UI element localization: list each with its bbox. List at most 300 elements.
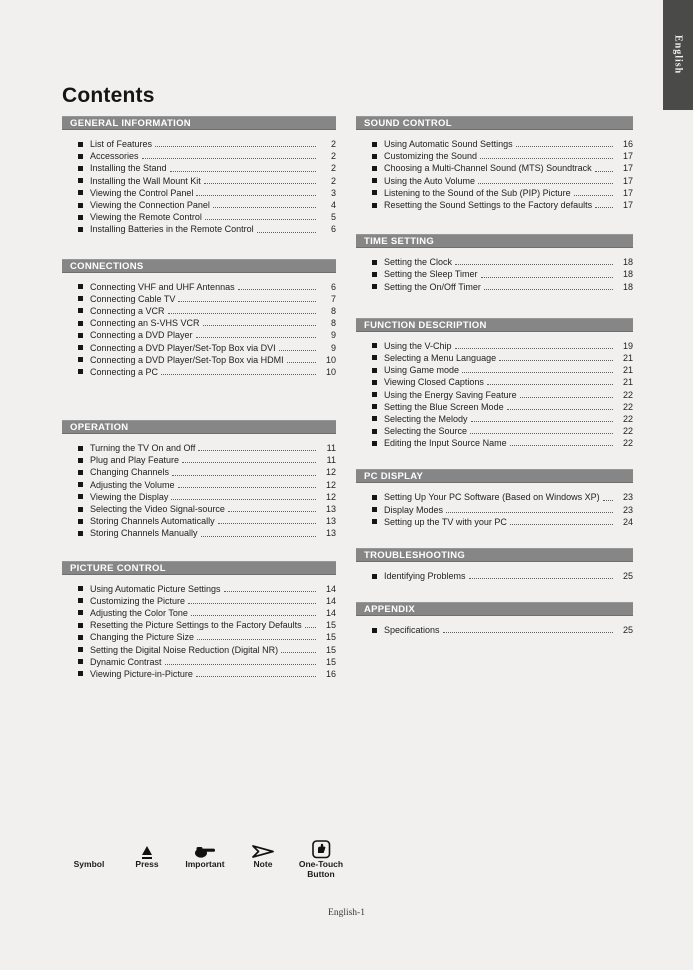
toc-item-label: Viewing Picture-in-Picture — [90, 668, 193, 679]
toc-item-label: Customizing the Picture — [90, 595, 186, 606]
toc-item-label: Resetting the Sound Settings to the Factory defaults — [384, 200, 593, 211]
legend-item-note — [234, 838, 292, 879]
toc-item — [62, 466, 336, 478]
square-bullet-icon — [372, 495, 377, 500]
dot-leader — [188, 603, 316, 604]
dot-leader — [520, 397, 613, 398]
page-footer: English-1 — [328, 908, 365, 918]
toc-item-page: 6 — [330, 224, 336, 235]
legend-note-label: Note — [253, 859, 273, 869]
section-troubleshooting — [356, 548, 633, 582]
square-bullet-icon — [78, 308, 83, 313]
toc-item-page: 13 — [325, 516, 336, 527]
toc-item-page: 14 — [325, 595, 336, 606]
toc-item-page: 4 — [330, 200, 336, 211]
toc-item-page: 25 — [622, 625, 633, 636]
square-bullet-icon — [372, 343, 377, 348]
toc-list — [62, 583, 336, 681]
toc-item-page: 11 — [326, 443, 336, 454]
toc-item-label: Setting Up Your PC Software (Based on Windows XP) — [384, 492, 600, 503]
toc-item — [62, 211, 336, 223]
toc-item — [356, 413, 633, 425]
toc-item-label: Connecting VHF and UHF Antennas — [90, 281, 235, 292]
toc-item-label: Selecting the Source — [384, 426, 468, 437]
toc-item-page: 13 — [325, 528, 336, 539]
dot-leader — [203, 325, 316, 326]
section-header-bar: PICTURE CONTROL — [62, 561, 336, 575]
toc-item-page: 14 — [325, 583, 336, 594]
toc-item-page: 9 — [330, 330, 336, 341]
toc-item — [62, 595, 336, 607]
dot-leader — [168, 313, 316, 314]
toc-item-label: Selecting a Menu Language — [384, 352, 497, 363]
toc-item-page: 22 — [622, 438, 633, 449]
dot-leader — [191, 615, 316, 616]
square-bullet-icon — [78, 671, 83, 676]
square-bullet-icon — [372, 142, 377, 147]
square-bullet-icon — [78, 369, 83, 374]
dot-leader — [196, 676, 316, 677]
toc-item-label: Setting the On/Off Timer — [384, 281, 481, 292]
toc-item-label: Connecting a PC — [90, 366, 159, 377]
dot-leader — [218, 523, 316, 524]
toc-item-label: Display Modes — [384, 504, 444, 515]
square-bullet-icon — [372, 441, 377, 446]
square-bullet-icon — [78, 507, 83, 512]
toc-item — [62, 503, 336, 515]
square-bullet-icon — [372, 203, 377, 208]
toc-item-page: 21 — [622, 352, 633, 363]
legend-important-label: Important — [185, 859, 225, 869]
legend-symbol-label: Symbol — [73, 859, 105, 869]
toc-item-label: Resetting the Picture Settings to the Factory Defaults — [90, 620, 302, 631]
section-header-bar: TROUBLESHOOTING — [356, 548, 633, 562]
toc-item-label: Setting the Clock — [384, 257, 453, 268]
dot-leader — [238, 289, 316, 290]
toc-item — [62, 305, 336, 317]
toc-item-page: 15 — [325, 644, 336, 655]
toc-item-label: Using the Energy Saving Feature — [384, 389, 517, 400]
one-touch-button-icon — [312, 838, 331, 859]
toc-item-label: Changing Channels — [90, 467, 170, 478]
dot-leader — [455, 264, 613, 265]
dot-leader — [224, 591, 316, 592]
toc-item — [62, 631, 336, 643]
toc-item — [356, 437, 633, 449]
toc-item — [356, 504, 633, 516]
toc-item-page: 17 — [622, 151, 633, 162]
toc-item-page: 15 — [325, 656, 336, 667]
toc-item-page: 12 — [325, 467, 336, 478]
toc-item-page: 11 — [326, 455, 336, 466]
toc-item-page: 16 — [325, 668, 336, 679]
dot-leader — [196, 195, 316, 196]
toc-item-label: Plug and Play Feature — [90, 455, 180, 466]
toc-item-label: Using the Auto Volume — [384, 175, 476, 186]
toc-item-page: 7 — [330, 293, 336, 304]
toc-list — [356, 340, 633, 450]
toc-item — [356, 352, 633, 364]
dot-leader — [603, 500, 613, 501]
press-icon — [142, 838, 152, 859]
dot-leader — [281, 652, 316, 653]
dot-leader — [205, 219, 316, 220]
square-bullet-icon — [372, 260, 377, 265]
toc-item-label: Accessories — [90, 151, 139, 162]
toc-item — [62, 366, 336, 378]
dot-leader — [228, 511, 316, 512]
toc-item-label: Setting the Digital Noise Reduction (Digital NR) — [90, 644, 279, 655]
toc-item — [62, 175, 336, 187]
dot-leader — [480, 158, 613, 159]
section-header-bar: PC DISPLAY — [356, 469, 633, 483]
square-bullet-icon — [372, 507, 377, 512]
square-bullet-icon — [78, 154, 83, 159]
toc-list — [356, 491, 633, 528]
toc-item-label: Viewing the Control Panel — [90, 187, 194, 198]
section-time-setting — [356, 234, 633, 293]
square-bullet-icon — [372, 380, 377, 385]
toc-item — [62, 293, 336, 305]
language-tab — [663, 0, 693, 110]
toc-item — [62, 454, 336, 466]
legend-symbol — [60, 838, 118, 879]
toc-item-page: 22 — [622, 401, 633, 412]
toc-item-label: List of Features — [90, 139, 153, 150]
toc-item — [62, 187, 336, 199]
toc-item-page: 10 — [325, 366, 336, 377]
square-bullet-icon — [78, 446, 83, 451]
square-bullet-icon — [372, 404, 377, 409]
toc-item-page: 21 — [622, 365, 633, 376]
dot-leader — [196, 337, 316, 338]
toc-item-page: 23 — [622, 504, 633, 515]
column-gap — [336, 116, 356, 680]
toc-item-page: 15 — [325, 620, 336, 631]
toc-item-page: 25 — [622, 571, 633, 582]
toc-item-page: 17 — [622, 200, 633, 211]
toc-item-label: Connecting an S-VHS VCR — [90, 318, 200, 329]
page-title: Contents — [62, 84, 155, 107]
dot-leader — [142, 158, 316, 159]
dot-leader — [455, 348, 613, 349]
toc-item-label: Installing the Wall Mount Kit — [90, 175, 201, 186]
section-picture-control — [62, 561, 336, 681]
dot-leader — [279, 350, 316, 351]
toc-item-page: 21 — [622, 377, 633, 388]
toc-item-page: 15 — [325, 632, 336, 643]
toc-item — [356, 425, 633, 437]
toc-item-page: 8 — [330, 305, 336, 316]
square-bullet-icon — [78, 623, 83, 628]
toc-item-label: Using the V-Chip — [384, 340, 452, 351]
dot-leader — [469, 578, 613, 579]
dot-leader — [595, 207, 613, 208]
toc-item — [62, 341, 336, 353]
toc-item — [356, 340, 633, 352]
toc-item — [62, 223, 336, 235]
square-bullet-icon — [78, 482, 83, 487]
dot-leader — [201, 536, 316, 537]
toc-item-label: Selecting the Melody — [384, 413, 468, 424]
dot-leader — [462, 372, 613, 373]
square-bullet-icon — [78, 470, 83, 475]
square-bullet-icon — [372, 392, 377, 397]
symbol-legend — [60, 838, 350, 879]
toc-item-label: Viewing the Display — [90, 491, 169, 502]
dot-leader — [178, 301, 316, 302]
toc-item — [62, 607, 336, 619]
toc-item-label: Specifications — [384, 625, 440, 636]
toc-columns — [62, 116, 633, 680]
toc-item — [62, 281, 336, 293]
toc-item — [356, 256, 633, 268]
section-header-bar: SOUND CONTROL — [356, 116, 633, 130]
toc-item-page: 13 — [325, 504, 336, 515]
dot-leader — [481, 277, 613, 278]
toc-item-page: 8 — [330, 318, 336, 329]
toc-item-page: 23 — [622, 492, 633, 503]
toc-item-page: 2 — [330, 163, 336, 174]
toc-item-page: 14 — [325, 607, 336, 618]
toc-item-label: Installing the Stand — [90, 163, 167, 174]
toc-item — [356, 138, 633, 150]
dot-leader — [478, 183, 613, 184]
section-function-description — [356, 318, 633, 450]
dot-leader — [155, 146, 316, 147]
toc-column-right — [356, 116, 633, 680]
toc-item-label: Storing Channels Manually — [90, 528, 198, 539]
square-bullet-icon — [78, 227, 83, 232]
square-bullet-icon — [78, 178, 83, 183]
legend-one-touch-label: One-Touch Button — [298, 859, 344, 879]
toc-item — [62, 354, 336, 366]
dot-leader — [178, 487, 316, 488]
toc-item-label: Adjusting the Volume — [90, 479, 175, 490]
square-bullet-icon — [78, 284, 83, 289]
dot-leader — [510, 445, 613, 446]
toc-item-label: Using Automatic Picture Settings — [90, 583, 221, 594]
square-bullet-icon — [372, 166, 377, 171]
dot-leader — [516, 146, 613, 147]
toc-list — [356, 624, 633, 636]
toc-item-page: 12 — [325, 479, 336, 490]
legend-item-important — [176, 838, 234, 879]
square-bullet-icon — [78, 458, 83, 463]
toc-item-label: Selecting the Video Signal-source — [90, 504, 225, 515]
section-operation — [62, 420, 336, 540]
toc-item-page: 3 — [330, 187, 336, 198]
section-appendix — [356, 602, 633, 636]
toc-item — [356, 175, 633, 187]
toc-item-label: Connecting a DVD Player/Set-Top Box via HDMI — [90, 354, 284, 365]
square-bullet-icon — [372, 574, 377, 579]
toc-item-page: 6 — [330, 281, 336, 292]
toc-item — [62, 138, 336, 150]
toc-item-label: Using Automatic Sound Settings — [384, 139, 513, 150]
toc-list — [62, 281, 336, 379]
toc-item — [62, 150, 336, 162]
toc-item-page: 17 — [622, 187, 633, 198]
toc-item — [356, 268, 633, 280]
toc-item-label: Using Game mode — [384, 365, 460, 376]
toc-item-label: Customizing the Sound — [384, 151, 478, 162]
dot-leader — [287, 362, 316, 363]
square-bullet-icon — [78, 333, 83, 338]
square-bullet-icon — [78, 531, 83, 536]
toc-item — [356, 491, 633, 503]
toc-item-label: Setting the Sleep Timer — [384, 269, 478, 280]
toc-item-page: 10 — [325, 354, 336, 365]
dot-leader — [595, 171, 613, 172]
section-general-information — [62, 116, 336, 236]
toc-item — [356, 364, 633, 376]
language-tab-label: English — [672, 35, 684, 75]
toc-item — [62, 583, 336, 595]
toc-item — [62, 162, 336, 174]
square-bullet-icon — [78, 215, 83, 220]
toc-item — [62, 317, 336, 329]
toc-item — [62, 515, 336, 527]
dot-leader — [165, 664, 316, 665]
toc-item-page: 24 — [622, 516, 633, 527]
toc-item — [356, 570, 633, 582]
dot-leader — [507, 409, 613, 410]
section-header-bar: GENERAL INFORMATION — [62, 116, 336, 130]
toc-item-label: Connecting Cable TV — [90, 293, 176, 304]
dot-leader — [499, 360, 613, 361]
square-bullet-icon — [372, 519, 377, 524]
square-bullet-icon — [78, 647, 83, 652]
toc-item — [356, 624, 633, 636]
dot-leader — [471, 421, 613, 422]
toc-item-label: Listening to the Sound of the Sub (PIP) Picture — [384, 187, 571, 198]
square-bullet-icon — [78, 635, 83, 640]
toc-item — [62, 656, 336, 668]
toc-list — [356, 138, 633, 211]
toc-item — [356, 162, 633, 174]
toc-item — [62, 527, 336, 539]
toc-item-label: Viewing Closed Captions — [384, 377, 484, 388]
toc-item-page: 16 — [622, 139, 633, 150]
toc-item-label: Editing the Input Source Name — [384, 438, 507, 449]
toc-item — [356, 187, 633, 199]
dot-leader — [198, 450, 316, 451]
dot-leader — [197, 639, 316, 640]
dot-leader — [487, 384, 613, 385]
toc-item — [356, 150, 633, 162]
toc-list — [356, 570, 633, 582]
toc-item-label: Installing Batteries in the Remote Control — [90, 224, 254, 235]
toc-item — [356, 199, 633, 211]
toc-item — [62, 643, 336, 655]
section-header-bar: OPERATION — [62, 420, 336, 434]
dot-leader — [182, 462, 316, 463]
dot-leader — [171, 499, 316, 500]
toc-item-page: 18 — [622, 281, 633, 292]
toc-item-label: Setting the Blue Screen Mode — [384, 401, 504, 412]
toc-item-page: 2 — [330, 139, 336, 150]
toc-item-page: 22 — [622, 413, 633, 424]
square-bullet-icon — [78, 190, 83, 195]
toc-item — [356, 281, 633, 293]
toc-item-page: 17 — [622, 175, 633, 186]
square-bullet-icon — [78, 610, 83, 615]
toc-item — [356, 388, 633, 400]
dot-leader — [204, 183, 316, 184]
square-bullet-icon — [372, 416, 377, 421]
toc-item-label: Identifying Problems — [384, 571, 466, 582]
dot-leader — [470, 433, 613, 434]
toc-item-label: Setting up the TV with your PC — [384, 516, 507, 527]
section-header-bar: FUNCTION DESCRIPTION — [356, 318, 633, 332]
toc-item-page: 9 — [330, 342, 336, 353]
toc-item — [62, 668, 336, 680]
toc-item-label: Choosing a Multi-Channel Sound (MTS) Soundtrack — [384, 163, 592, 174]
toc-item — [62, 491, 336, 503]
toc-item-label: Connecting a DVD Player — [90, 330, 193, 341]
square-bullet-icon — [372, 178, 377, 183]
dot-leader — [443, 632, 613, 633]
toc-item-label: Turning the TV On and Off — [90, 443, 196, 454]
legend-press-label: Press — [135, 859, 159, 869]
toc-item-page: 22 — [622, 426, 633, 437]
toc-list — [356, 256, 633, 293]
square-bullet-icon — [78, 321, 83, 326]
toc-item-label: Viewing the Remote Control — [90, 212, 202, 223]
square-bullet-icon — [78, 494, 83, 499]
dot-leader — [170, 171, 316, 172]
square-bullet-icon — [78, 598, 83, 603]
square-bullet-icon — [78, 142, 83, 147]
toc-list — [62, 138, 336, 236]
toc-item-label: Adjusting the Color Tone — [90, 607, 188, 618]
section-header-bar: CONNECTIONS — [62, 259, 336, 273]
toc-item-page: 2 — [330, 175, 336, 186]
square-bullet-icon — [78, 659, 83, 664]
square-bullet-icon — [78, 203, 83, 208]
dot-leader — [574, 195, 613, 196]
important-hand-icon — [194, 838, 217, 859]
toc-list — [62, 442, 336, 540]
toc-item — [62, 479, 336, 491]
toc-item-page: 19 — [622, 340, 633, 351]
toc-item-page: 18 — [622, 257, 633, 268]
toc-item — [356, 376, 633, 388]
dot-leader — [484, 289, 613, 290]
toc-item — [356, 401, 633, 413]
square-bullet-icon — [372, 272, 377, 277]
toc-item — [62, 442, 336, 454]
toc-item — [62, 329, 336, 341]
dot-leader — [161, 374, 316, 375]
toc-item-page: 5 — [330, 212, 336, 223]
square-bullet-icon — [372, 628, 377, 633]
square-bullet-icon — [78, 519, 83, 524]
legend-item-press — [118, 838, 176, 879]
toc-item-label: Connecting a DVD Player/Set-Top Box via DVI — [90, 342, 276, 353]
dot-leader — [510, 524, 613, 525]
toc-item-page: 18 — [622, 269, 633, 280]
square-bullet-icon — [372, 368, 377, 373]
toc-item-label: Connecting a VCR — [90, 305, 165, 316]
dot-leader — [257, 232, 316, 233]
dot-leader — [213, 207, 316, 208]
square-bullet-icon — [372, 154, 377, 159]
square-bullet-icon — [78, 345, 83, 350]
legend-item-one-touch — [292, 838, 350, 879]
square-bullet-icon — [78, 166, 83, 171]
